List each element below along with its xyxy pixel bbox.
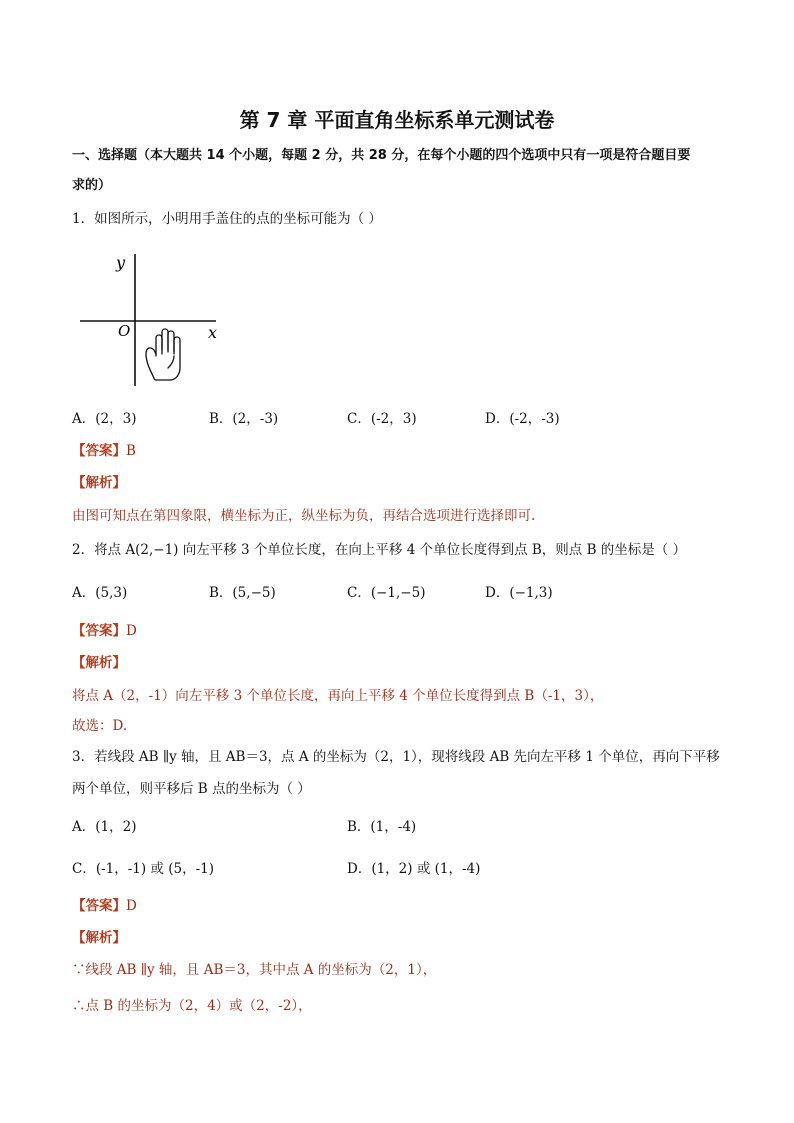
q2-answer xyxy=(72,621,137,641)
q3-option-b: B．(1，-4) xyxy=(347,819,417,835)
q2-answer-tag: 【答案】 xyxy=(72,623,126,639)
q1-x-label: x xyxy=(208,323,218,342)
q2-analysis-line1: 将点 A（2，-1）向左平移 3 个单位长度，再向上平移 4 个单位长度得到点 B（-1，3）， xyxy=(72,688,604,704)
q3-analysis-line1: ∵线段 AB ∥y 轴，且 AB＝3，其中点 A 的坐标为（2，1）， xyxy=(72,962,437,978)
q1-answer-tag: 【答案】 xyxy=(72,443,126,459)
q3-option-d: D．(1，2) 或 (1，-4) xyxy=(347,861,481,877)
q3-analysis-tag: 【解析】 xyxy=(72,930,126,946)
hand-icon xyxy=(146,329,180,380)
q3-analysis-line2: ∴点 B 的坐标为（2，4）或（2，-2）， xyxy=(72,998,312,1014)
q1-answer-value: B xyxy=(126,443,136,459)
q2-answer-value: D xyxy=(126,623,137,639)
q2-analysis-line2: 故选：D. xyxy=(72,718,128,734)
q1-coordinate-figure xyxy=(76,250,226,390)
q1-analysis-tag: 【解析】 xyxy=(72,475,126,491)
q2-option-d: D．(−1,3) xyxy=(485,585,553,601)
q1-stem: 1．如图所示，小明用手盖住的点的坐标可能为（ ） xyxy=(72,211,382,227)
q2-analysis-tag: 【解析】 xyxy=(72,655,126,671)
section-heading-line1: 一、选择题（本大题共 14 个小题，每题 2 分，共 28 分，在每个小题的四个选项中只有一项是符合题目要 xyxy=(72,148,691,163)
q1-answer xyxy=(72,441,136,461)
q2-stem: 2．将点 A(2,−1) 向左平移 3 个单位长度，在向上平移 4 个单位长度得到点 B，则点 B 的坐标是（ ） xyxy=(72,542,687,558)
q1-analysis-line1: 由图可知点在第四象限，横坐标为正，纵坐标为负，再结合选项进行选择即可. xyxy=(72,508,536,524)
q1-option-a: A．(2，3) xyxy=(72,411,137,427)
q1-option-b: B．(2，-3) xyxy=(209,411,279,427)
q3-stem-line2: 两个单位，则平移后 B 点的坐标为（ ） xyxy=(72,781,311,797)
q1-y-label: y xyxy=(116,253,126,272)
q3-answer-tag: 【答案】 xyxy=(72,898,126,914)
q3-option-c: C．(-1，-1) 或 (5，-1) xyxy=(72,861,215,877)
q3-option-a: A．(1，2) xyxy=(72,819,137,835)
q2-option-a: A．(5,3) xyxy=(72,585,128,601)
q1-option-d: D．(-2，-3) xyxy=(485,411,560,427)
q3-stem-line1: 3．若线段 AB ∥y 轴，且 AB＝3，点 A 的坐标为（2，1），现将线段 AB 先向左平移 1 个单位，再向下平移 xyxy=(72,749,720,765)
document-title: 第 7 章 平面直角坐标系单元测试卷 xyxy=(239,108,555,132)
q2-option-b: B．(5,−5) xyxy=(209,585,276,601)
q1-option-c: C．(-2，3) xyxy=(347,411,417,427)
section-heading-line2: 求的） xyxy=(72,178,112,193)
q1-origin-label: O xyxy=(118,322,131,340)
q2-option-c: C．(−1,−5) xyxy=(347,585,426,601)
q3-answer xyxy=(72,896,137,916)
q3-answer-value: D xyxy=(126,898,137,914)
